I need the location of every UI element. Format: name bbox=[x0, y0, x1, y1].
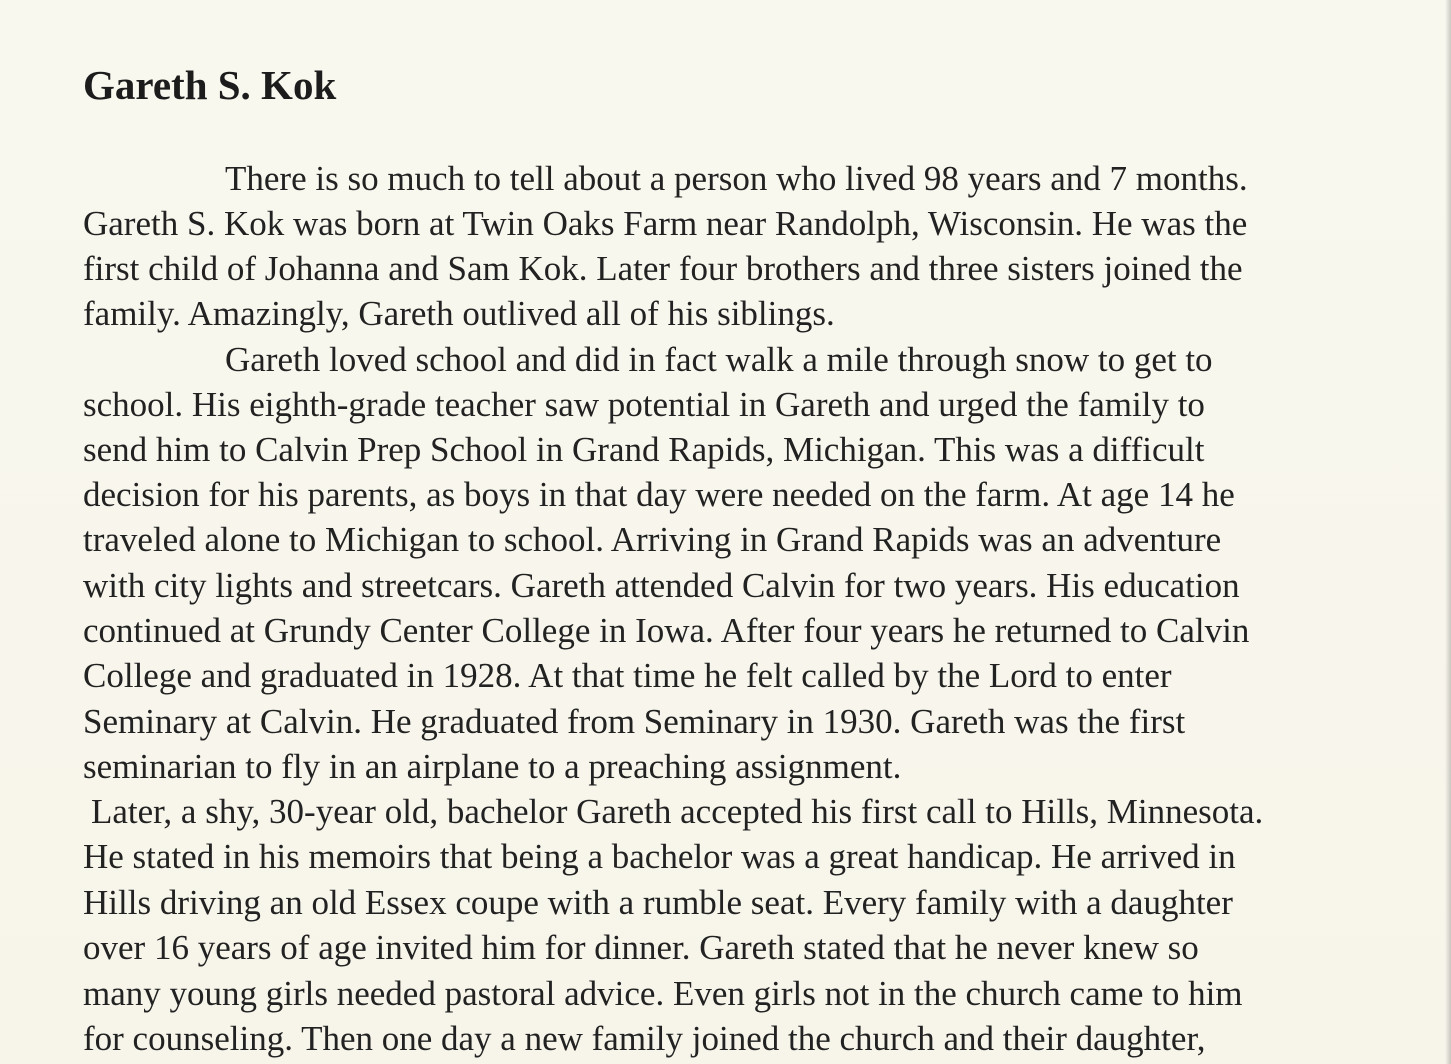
page-title: Gareth S. Kok bbox=[83, 62, 337, 108]
text-line: Seminary at Calvin. He graduated from Seminary in 1930. Gareth was the first bbox=[83, 702, 1186, 741]
text-line: for counseling. Then one day a new family joined the church and their daughter, bbox=[83, 1019, 1206, 1058]
text-line: College and graduated in 1928. At that time he felt called by the Lord to enter bbox=[83, 656, 1172, 695]
text-line: Gareth loved school and did in fact walk a mile through snow to get to bbox=[225, 340, 1213, 379]
text-line: school. His eighth-grade teacher saw potential in Gareth and urged the family to bbox=[83, 385, 1205, 424]
text-line: Later, a shy, 30-year old, bachelor Gareth accepted his first call to Hills, Minnesota. bbox=[91, 792, 1264, 831]
page-edge-shadow bbox=[1445, 0, 1451, 1064]
text-line: seminarian to fly in an airplane to a preaching assignment. bbox=[83, 747, 902, 786]
text-line: Gareth S. Kok was born at Twin Oaks Farm near Randolph, Wisconsin. He was the bbox=[83, 204, 1248, 243]
text-line: continued at Grundy Center College in Iowa. After four years he returned to Calvin bbox=[83, 611, 1250, 650]
text-line: over 16 years of age invited him for dinner. Gareth stated that he never knew so bbox=[83, 928, 1199, 967]
text-line: family. Amazingly, Gareth outlived all of his siblings. bbox=[83, 294, 835, 333]
text-line: decision for his parents, as boys in that day were needed on the farm. At age 14 he bbox=[83, 475, 1235, 514]
text-line: There is so much to tell about a person who lived 98 years and 7 months. bbox=[225, 159, 1248, 198]
text-line: traveled alone to Michigan to school. Arriving in Grand Rapids was an adventure bbox=[83, 520, 1222, 559]
text-line: with city lights and streetcars. Gareth attended Calvin for two years. His education bbox=[83, 566, 1240, 605]
text-line: many young girls needed pastoral advice. Even girls not in the church came to him bbox=[83, 974, 1243, 1013]
text-line: Hills driving an old Essex coupe with a rumble seat. Every family with a daughter bbox=[83, 883, 1233, 922]
text-line: first child of Johanna and Sam Kok. Later four brothers and three sisters joined the bbox=[83, 249, 1243, 288]
text-line: send him to Calvin Prep School in Grand Rapids, Michigan. This was a difficult bbox=[83, 430, 1205, 469]
text-line: He stated in his memoirs that being a bachelor was a great handicap. He arrived in bbox=[83, 837, 1236, 876]
